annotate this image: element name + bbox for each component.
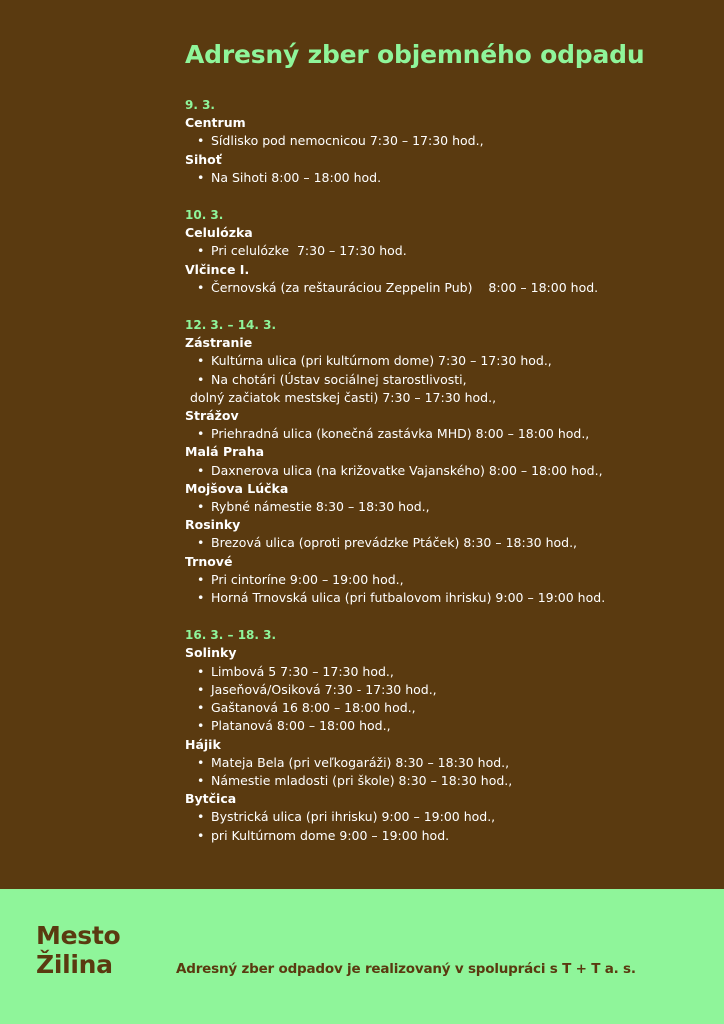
location-item: • Pri celulózke 7:30 – 17:30 hod. xyxy=(185,242,705,260)
location-item: • pri Kultúrnom dome 9:00 – 19:00 hod. xyxy=(185,827,705,845)
logo-line-1: Mesto xyxy=(36,921,121,950)
location-item: • Horná Trnovská ulica (pri futbalovom ihrisku) 9:00 – 19:00 hod. xyxy=(185,589,705,607)
date-group xyxy=(185,96,705,187)
location-item: • Pri cintoríne 9:00 – 19:00 hod., xyxy=(185,571,705,589)
district-name: Trnové xyxy=(185,553,233,569)
schedule-list xyxy=(185,96,705,845)
footer xyxy=(0,889,724,1024)
district-name: Solinky xyxy=(185,645,237,661)
location-item: • Černovská (za reštauráciou Zeppelin Pub) 8:00 – 18:00 hod. xyxy=(185,279,705,297)
collection-date: 12. 3. – 14. 3. xyxy=(185,318,277,333)
location-item: • Priehradná ulica (konečná zastávka MHD) 8:00 – 18:00 hod., xyxy=(185,425,705,443)
district-name: Strážov xyxy=(185,408,239,424)
collection-date: 16. 3. – 18. 3. xyxy=(185,628,277,643)
district-name: Zástranie xyxy=(185,335,253,351)
location-item: • Daxnerova ulica (na križovatke Vajanského) 8:00 – 18:00 hod., xyxy=(185,462,705,480)
date-group xyxy=(185,316,705,607)
location-item: • Na Sihoti 8:00 – 18:00 hod. xyxy=(185,169,705,187)
location-item: • Rybné námestie 8:30 – 18:30 hod., xyxy=(185,498,705,516)
page-title: Adresný zber objemného odpadu xyxy=(185,40,645,69)
date-group xyxy=(185,626,705,844)
collection-date: 10. 3. xyxy=(185,208,224,223)
district-name: Centrum xyxy=(185,115,246,131)
location-item: • Limbová 5 7:30 – 17:30 hod., xyxy=(185,663,705,681)
logo-line-2: Žilina xyxy=(36,950,113,979)
location-item: • Jaseňová/Osiková 7:30 - 17:30 hod., xyxy=(185,681,705,699)
location-item: • Platanová 8:00 – 18:00 hod., xyxy=(185,717,705,735)
district-name: Vlčince I. xyxy=(185,261,250,277)
city-logo xyxy=(36,921,120,979)
schedule-content xyxy=(185,40,705,864)
location-item: • Kultúrna ulica (pri kultúrnom dome) 7:30 – 17:30 hod., xyxy=(185,352,705,370)
location-item: • Bystrická ulica (pri ihrisku) 9:00 – 19:00 hod., xyxy=(185,808,705,826)
location-item-continuation: dolný začiatok mestskej časti) 7:30 – 17:30 hod., xyxy=(190,389,497,405)
collection-date: 9. 3. xyxy=(185,98,215,112)
district-name: Malá Praha xyxy=(185,444,265,460)
footer-note: Adresný zber odpadov je realizovaný v spolupráci s T + T a. s. xyxy=(176,961,636,977)
location-item: • Mateja Bela (pri veľkogaráži) 8:30 – 18:30 hod., xyxy=(185,754,705,772)
location-item: • Gaštanová 16 8:00 – 18:00 hod., xyxy=(185,699,705,717)
district-name: Bytčica xyxy=(185,791,237,807)
location-item: • Námestie mladosti (pri škole) 8:30 – 18:30 hod., xyxy=(185,772,705,790)
location-item: • Sídlisko pod nemocnicou 7:30 – 17:30 hod., xyxy=(185,132,705,150)
district-name: Celulózka xyxy=(185,225,253,241)
district-name: Mojšova Lúčka xyxy=(185,480,289,496)
location-item: • Brezová ulica (oproti prevádzke Ptáček) 8:30 – 18:30 hod., xyxy=(185,534,705,552)
district-name: Sihoť xyxy=(185,151,222,167)
location-item: • Na chotári (Ústav sociálnej starostlivosti, xyxy=(185,371,705,389)
district-name: Rosinky xyxy=(185,517,241,533)
district-name: Hájik xyxy=(185,736,221,752)
date-group xyxy=(185,206,705,297)
